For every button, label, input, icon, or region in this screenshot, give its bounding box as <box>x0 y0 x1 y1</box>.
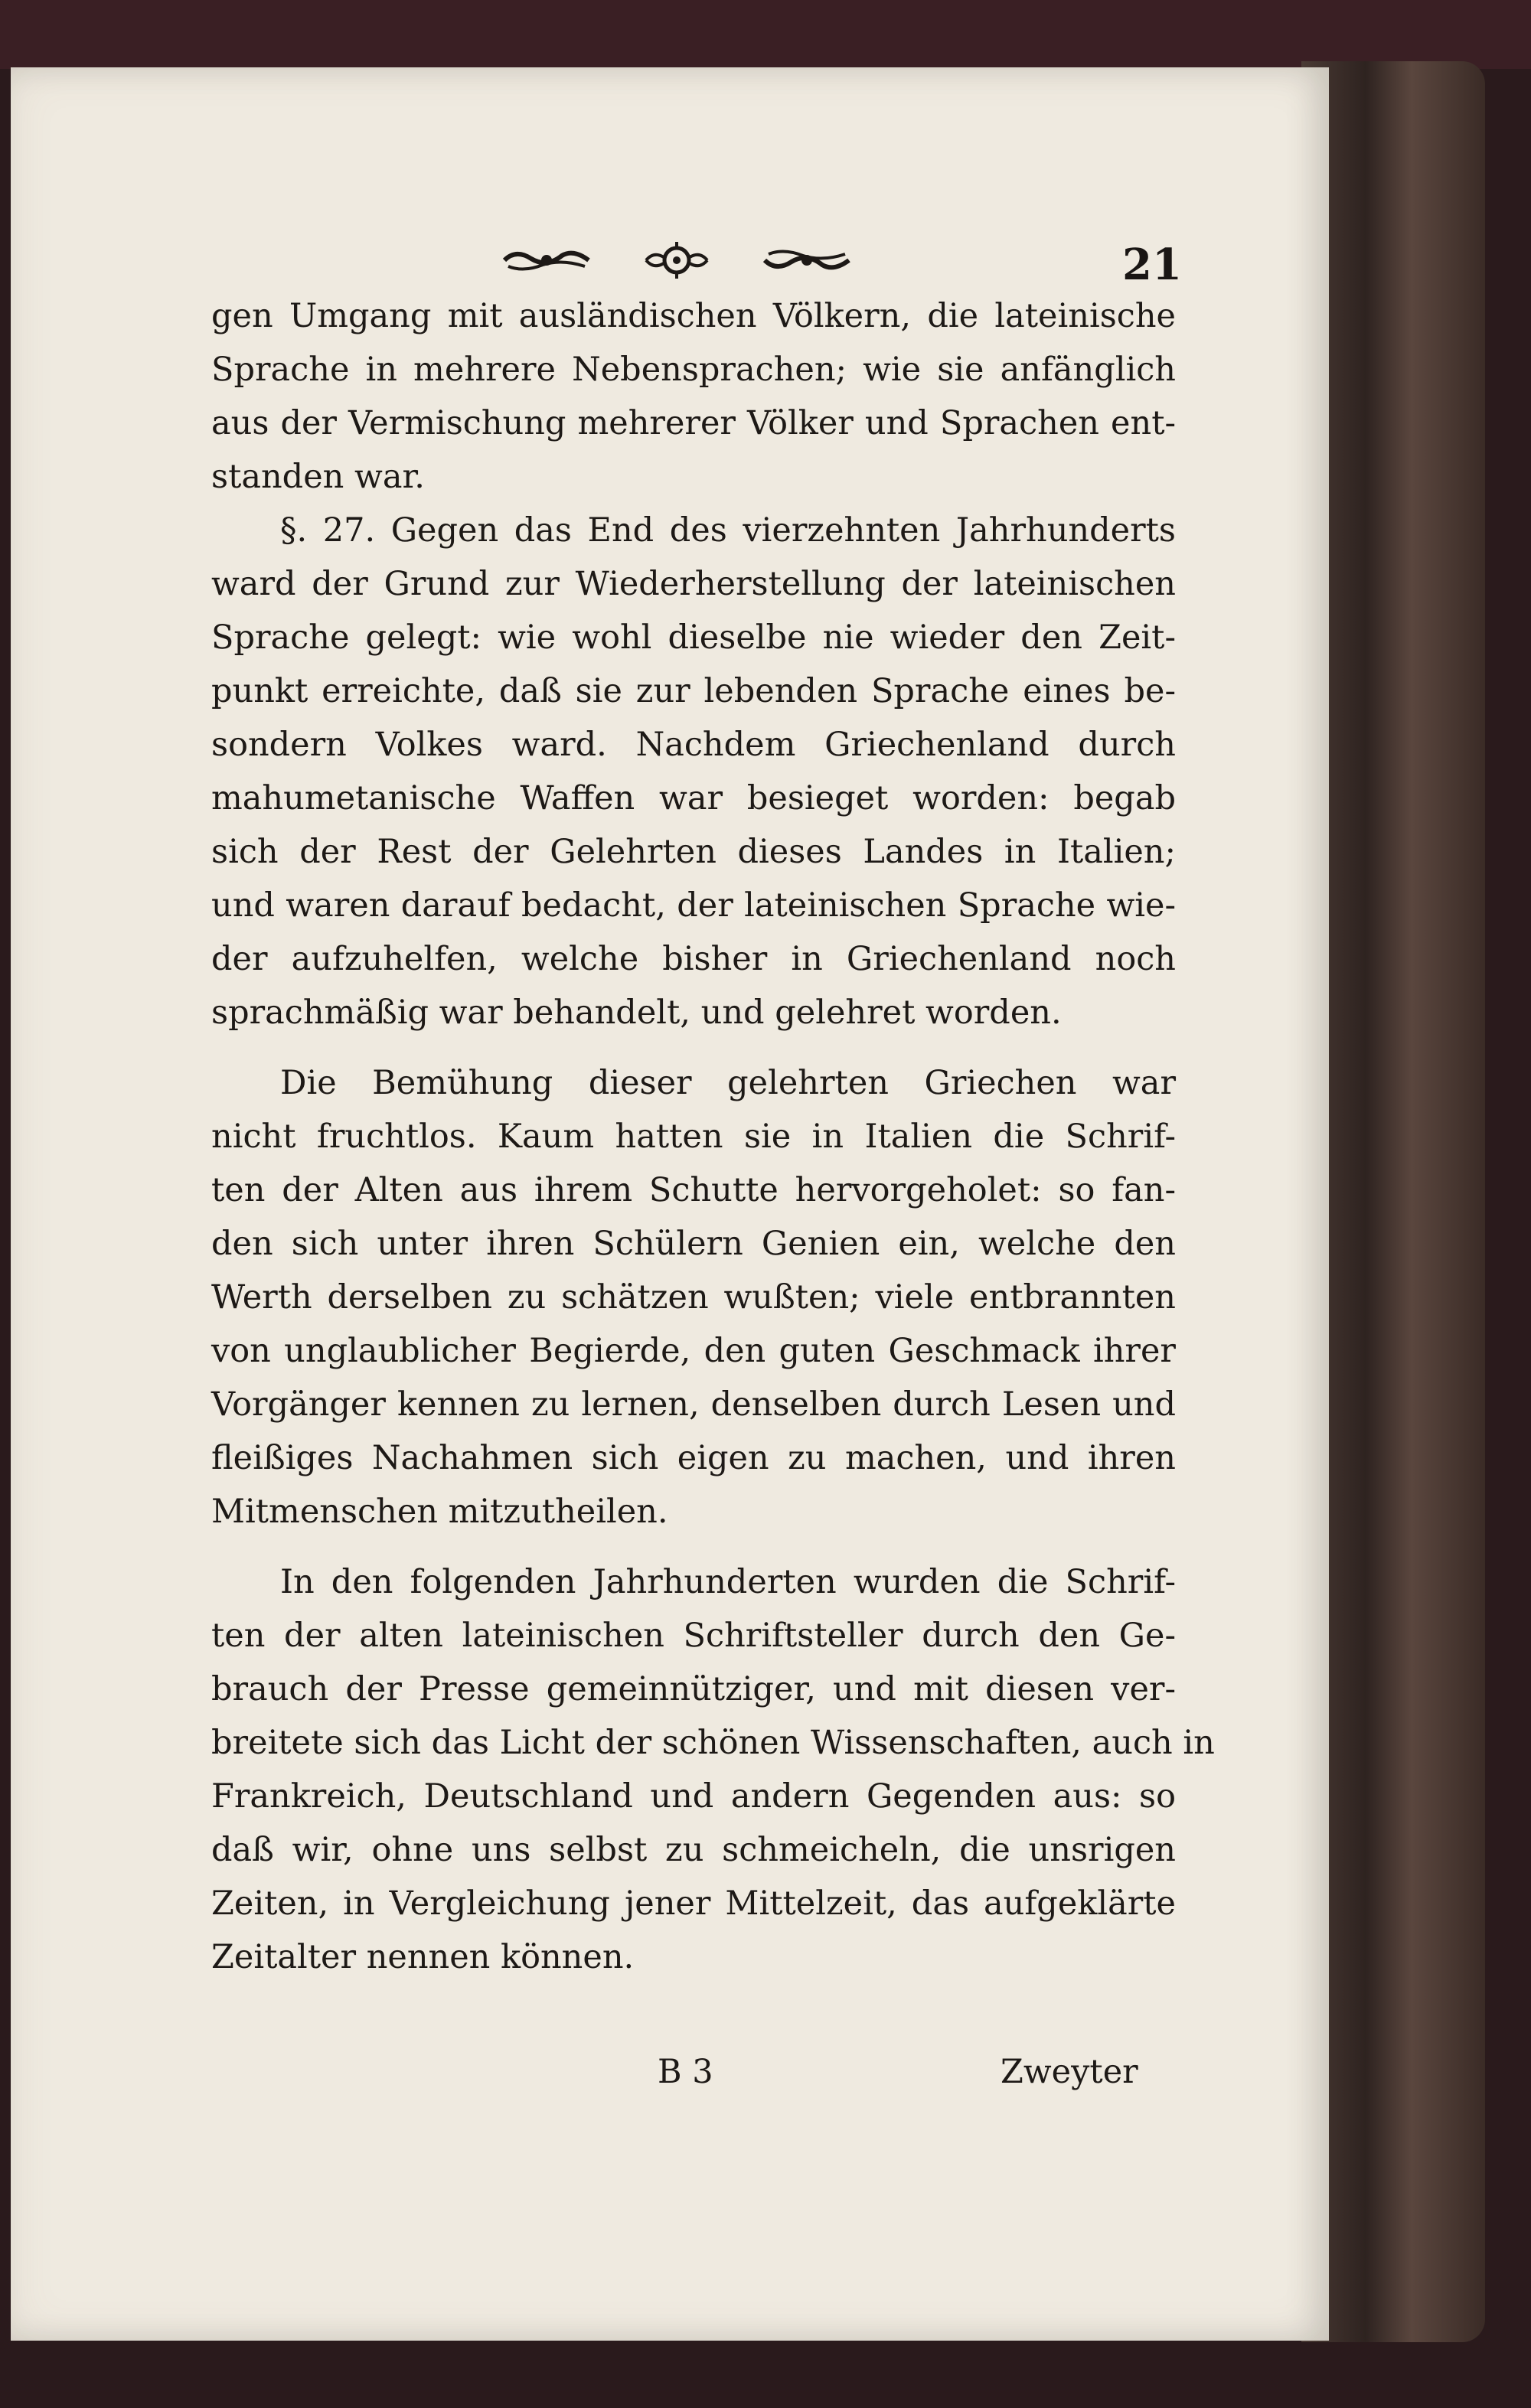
text-line: brauch der Presse gemeinnütziger, und mit diesen ver- <box>211 1670 1176 1708</box>
page-number: 21 <box>1122 240 1182 290</box>
text-line: Sprache gelegt: wie wohl dieselbe nie wieder den Zeit- <box>211 618 1176 657</box>
text-line: Vorgänger kennen zu lernen, denselben durch Lesen und <box>211 1385 1176 1424</box>
text-line: ten der Alten aus ihrem Schutte hervorgeholet: so fan- <box>211 1171 1176 1209</box>
text-line: und waren darauf bedacht, der lateinischen Sprache wie- <box>211 886 1176 925</box>
text-line: gen Umgang mit ausländischen Völkern, die lateinische <box>211 297 1176 335</box>
text-line: Sprache in mehrere Nebensprachen; wie sie anfänglich <box>211 351 1176 389</box>
text-line: Frankreich, Deutschland und andern Gegenden aus: so <box>211 1777 1176 1816</box>
text-line: punkt erreichte, daß sie zur lebenden Sprache eines be- <box>211 672 1176 710</box>
text-line: Werth derselben zu schätzen wußten; viele entbrannten <box>211 1278 1176 1317</box>
text-line: Zeiten, in Vergleichung jener Mittelzeit, das aufgeklärte <box>211 1884 1176 1923</box>
text-line: sondern Volkes ward. Nachdem Griechenland durch <box>211 726 1176 764</box>
text-line: fleißiges Nachahmen sich eigen zu machen, und ihren <box>211 1439 1176 1477</box>
text-line: aus der Vermischung mehrerer Völker und Sprachen ent- <box>211 404 1176 442</box>
text-line: den sich unter ihren Schülern Genien ein, welche den <box>211 1225 1176 1263</box>
paragraph-gap <box>211 1538 1176 1555</box>
book-page <box>11 67 1329 2341</box>
text-line: breitete sich das Licht der schönen Wissenschaften, auch in <box>211 1724 1215 1762</box>
book-edge <box>1301 61 1485 2342</box>
ornament-center-icon <box>642 239 711 282</box>
ornament-right-icon <box>761 245 853 276</box>
catchword: Zweyter <box>1001 2053 1138 2091</box>
text-line: mahumetanische Waffen war besieget worden: begab <box>211 779 1176 817</box>
signature-mark: B 3 <box>658 2053 713 2091</box>
text-line: der aufzuhelfen, welche bisher in Griechenland noch <box>211 940 1176 978</box>
text-line: ten der alten lateinischen Schriftsteller durch den Ge- <box>211 1617 1176 1655</box>
ornament-left-icon <box>501 245 592 276</box>
paragraph-gap <box>211 1039 1176 1056</box>
body-text <box>211 289 1215 1984</box>
text-line: von unglaublicher Begierde, den guten Geschmack ihrer <box>211 1332 1176 1370</box>
text-line: Zeitalter nennen können. <box>211 1938 635 1976</box>
paragraph-first-line: Die Bemühung dieser gelehrten Griechen war <box>280 1064 1176 1102</box>
text-line: standen war. <box>211 458 425 496</box>
text-line: sich der Rest der Gelehrten dieses Landes in Italien; <box>211 833 1176 871</box>
page-footer <box>658 2053 1531 2106</box>
backdrop <box>0 0 1531 69</box>
fleuron-ornament-icon <box>501 237 853 283</box>
text-line: nicht fruchtlos. Kaum hatten sie in Italien die Schrif- <box>211 1118 1176 1156</box>
text-line: sprachmäßig war behandelt, und gelehret worden. <box>211 994 1062 1032</box>
paragraph-first-line: In den folgenden Jahrhunderten wurden die Schrif- <box>280 1563 1176 1601</box>
text-line: daß wir, ohne uns selbst zu schmeicheln, die unsrigen <box>211 1831 1176 1869</box>
text-line: Mitmenschen mitzutheilen. <box>211 1493 668 1531</box>
text-line: ward der Grund zur Wiederherstellung der lateinischen <box>211 565 1176 603</box>
section-heading-line: §. 27. Gegen das End des vierzehnten Jahrhunderts <box>280 511 1176 550</box>
